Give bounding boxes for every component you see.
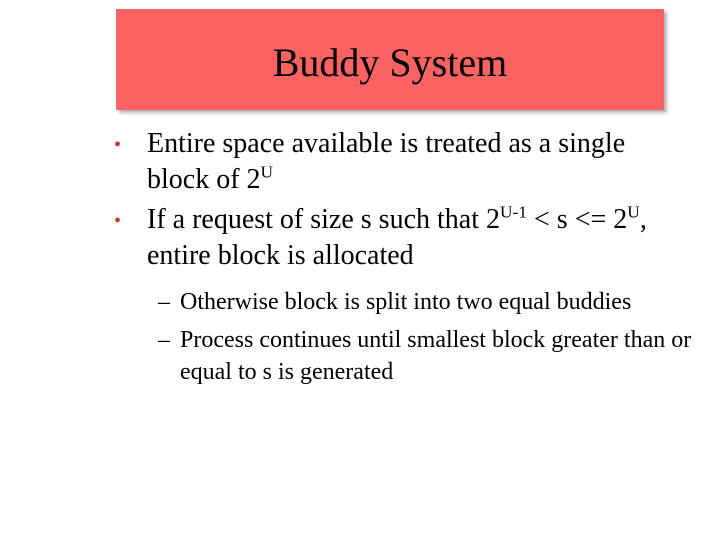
superscript: U [627, 202, 640, 222]
bullet-text: , entire block is allocated [147, 204, 647, 271]
superscript: U [260, 162, 274, 182]
bullet-marker-icon: • [114, 210, 122, 232]
slide-body [112, 126, 692, 394]
dash-marker-icon: – [158, 327, 170, 353]
bullet-text: If a request of size s such that 2 [147, 204, 500, 235]
bullet-item [112, 126, 692, 198]
bullet-marker-icon: • [114, 134, 122, 156]
sub-bullet-text: Process continues until smallest block greater than or equal to s is generated [180, 327, 692, 385]
bullet-item [112, 202, 692, 274]
sub-bullet-item [112, 286, 692, 318]
superscript: U-1 [500, 202, 527, 222]
dash-marker-icon: – [158, 289, 170, 315]
title-banner [116, 9, 664, 110]
bullet-text: < s <= 2 [527, 204, 628, 235]
bullet-text: Entire space available is treated as a single block of 2 [147, 128, 626, 195]
slide-title: Buddy System [272, 39, 508, 85]
sub-bullet-list [112, 286, 692, 388]
sub-bullet-text: Otherwise block is split into two equal buddies [180, 289, 632, 315]
sub-bullet-item [112, 324, 692, 388]
